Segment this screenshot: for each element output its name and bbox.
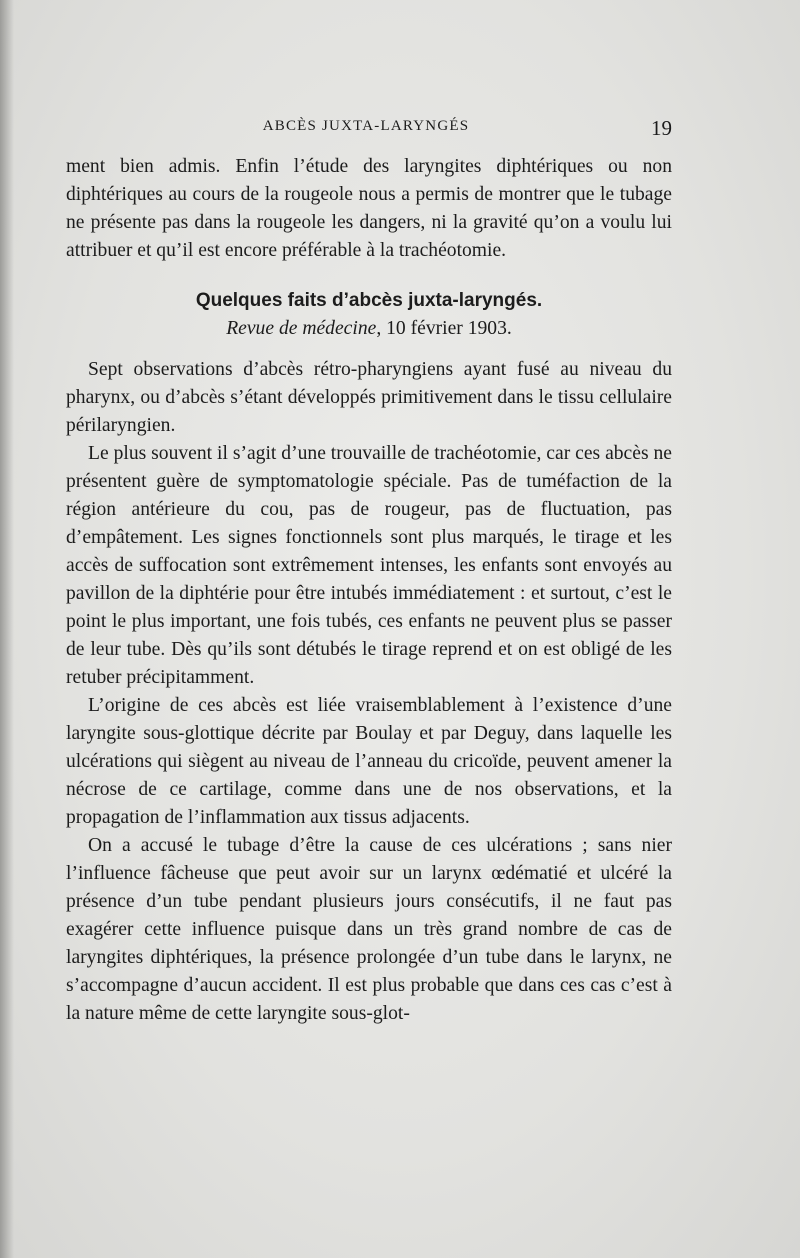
article-body [66,356,672,1028]
binding-shadow [0,0,14,1258]
article-title: Quelques faits d’abcès juxta-laryngés. [195,290,543,311]
continuation-paragraph: ment bien admis. Enfin l’étude des laryngites diphtériques ou non diphtériques au cours de la rougeole nous a permis de montrer que le tubage ne présente pas dans la rougeole les dangers, ni la gravité qu’on a voulu lui attribuer et qu’il est encore préférable à la trachéotomie. [66,156,672,261]
source-date: , 10 février 1903. [376,318,512,339]
source-journal: Revue de médecine [226,318,377,339]
body-paragraph: L’origine de ces abcès est liée vraisemblablement à l’existence d’une laryngite sous-glottique décrite par Boulay et par Deguy, dans laquelle les ulcérations qui siègent au niveau de l’anneau du cricoïde, peuvent amener la nécrose de ce cartilage, comme dans une de nos observations, et la propagation de l’inflammation aux tissus adjacents. [66,695,672,828]
text-block [66,153,672,1028]
article-source [66,315,672,343]
body-paragraph: On a accusé le tubage d’être la cause de ces ulcérations ; sans nier l’influence fâcheuse que peut avoir sur un larynx œdématié et ulcéré la présence d’un tube pendant plusieurs jours consécutifs, il ne faut pas exagérer cette influence puisque dans un très grand nombre de cas de laryngites diphtériques, la présence prolongée d’un tube dans le larynx, ne s’accompagne d’aucun accident. Il est plus probable que dans ces cas c’est à la nature même de cette laryngite sous-glot- [66,835,672,1024]
page-number: 19 [651,116,672,140]
running-header [60,116,672,140]
running-title: ABCÈS JUXTA-LARYNGÉS [262,118,470,134]
body-paragraph: Sept observations d’abcès rétro-pharyngiens ayant fusé au niveau du pharynx, ou d’abcès s’étant développés primitivement dans le tissu cellulaire périlaryngien. [66,359,672,436]
body-paragraph: Le plus souvent il s’agit d’une trouvaille de trachéotomie, car ces abcès ne présentent guère de symptomatologie spéciale. Pas de tuméfaction de la région antérieure du cou, pas de rougeur, pas de fluctuation, pas d’empâtement. Les signes fonctionnels sont plus marqués, le tirage et les accès de suffocation sont extrêmement intenses, les enfants sont envoyés au pavillon de la diphtérie pour être intubés immédiatement : et surtout, c’est le point le plus important, une fois tubés, ces enfants ne peuvent plus se passer de leur tube. Dès qu’ils sont détubés le tirage reprend et on est obligé de les retuber précipitamment. [66,443,672,688]
